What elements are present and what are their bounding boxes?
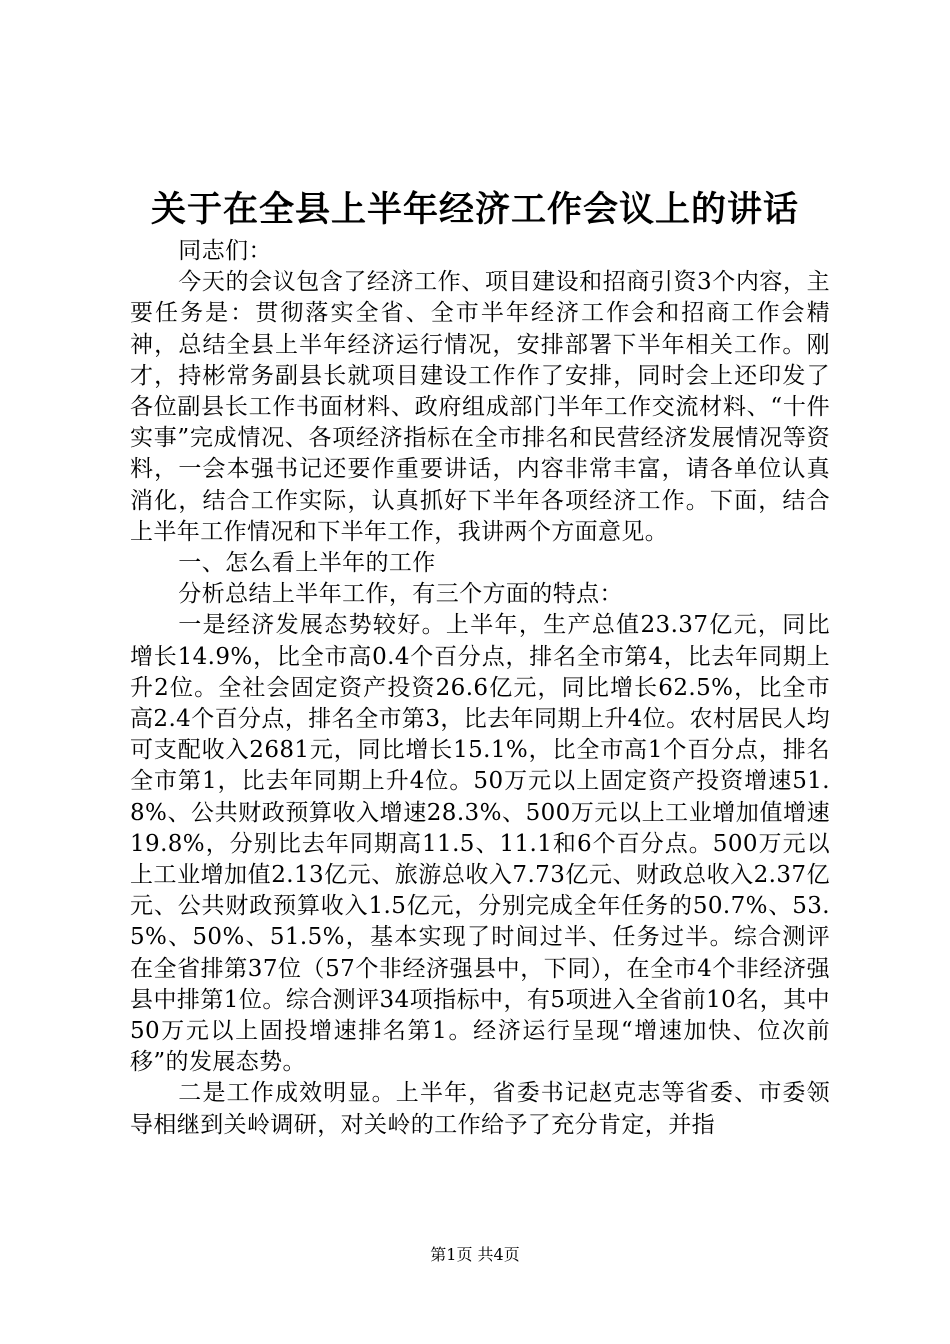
paragraph-summary: 分析总结上半年工作，有三个方面的特点： (178, 581, 623, 608)
document-title: 关于在全县上半年经济工作会议上的讲话 (150, 190, 799, 230)
paragraph-point-two: 二是工作成效明显。上半年，省委书记赵克志等省委、市委领导相继到关岭调研，对关岭的工作给予了充分肯定，并指 (130, 1080, 830, 1138)
page-number-footer: 第1页 共4页 (430, 1245, 520, 1264)
document-body (130, 236, 830, 1141)
paragraph-intro: 今天的会议包含了经济工作、项目建设和招商引资3个内容，主要任务是：贯彻落实全省、全市半年经济工作会和招商工作会精神，总结全县上半年经济运行情况，安排部署下半年相关工作。刚才，持彬常务副县长就项目建设工作作了安排，同时会上还印发了各位副县长工作书面材料、政府组成部门半年工作交流材料、“十件实事”完成情况、各项经济指标在全市排名和民营经济发展情况等资料，一会本强书记还要作重要讲话，内容非常丰富，请各单位认真消化，结合工作实际，认真抓好下半年各项经济工作。下面，结合上半年工作情况和下半年工作，我讲两个方面意见。 (130, 269, 830, 545)
section-heading: 一、怎么看上半年的工作 (178, 550, 436, 577)
salutation: 同志们： (178, 238, 272, 264)
paragraph-point-one: 一是经济发展态势较好。上半年，生产总值23.37亿元，同比增长14.9%，比全市高0.4个百分点，排名全市第4，比去年同期上升2位。全社会固定资产投资26.6亿元，同比增长62.5%，比全市高2.4个百分点，排名全市第3，比去年同期上升4位。农村居民人均可支配收入2681元，同比增长15.1%，比全市高1个百分点，排名全市第1，比去年同期上升4位。50万元以上固定资产投资增速51.8%、公共财政预算收入增速28.3%、500万元以上工业增加值增速19.8%，分别比去年同期高11.5、11.1和6个百分点。500万元以上工业增加值2.13亿元、旅游总收入7.73亿元、财政总收入2.37亿元、公共财政预算收入1.5亿元，分别完成全年任务的50.7%、53.5%、50%、51.5%，基本实现了时间过半、任务过半。综合测评在全省排第37位（57个非经济强县中，下同），在全市4个非经济强县中排第1位。综合测评34项指标中，有5项进入全省前10名，其中50万元以上固投增速排名第1。经济运行呈现“增速加快、位次前移”的发展态势。 (130, 612, 830, 1076)
